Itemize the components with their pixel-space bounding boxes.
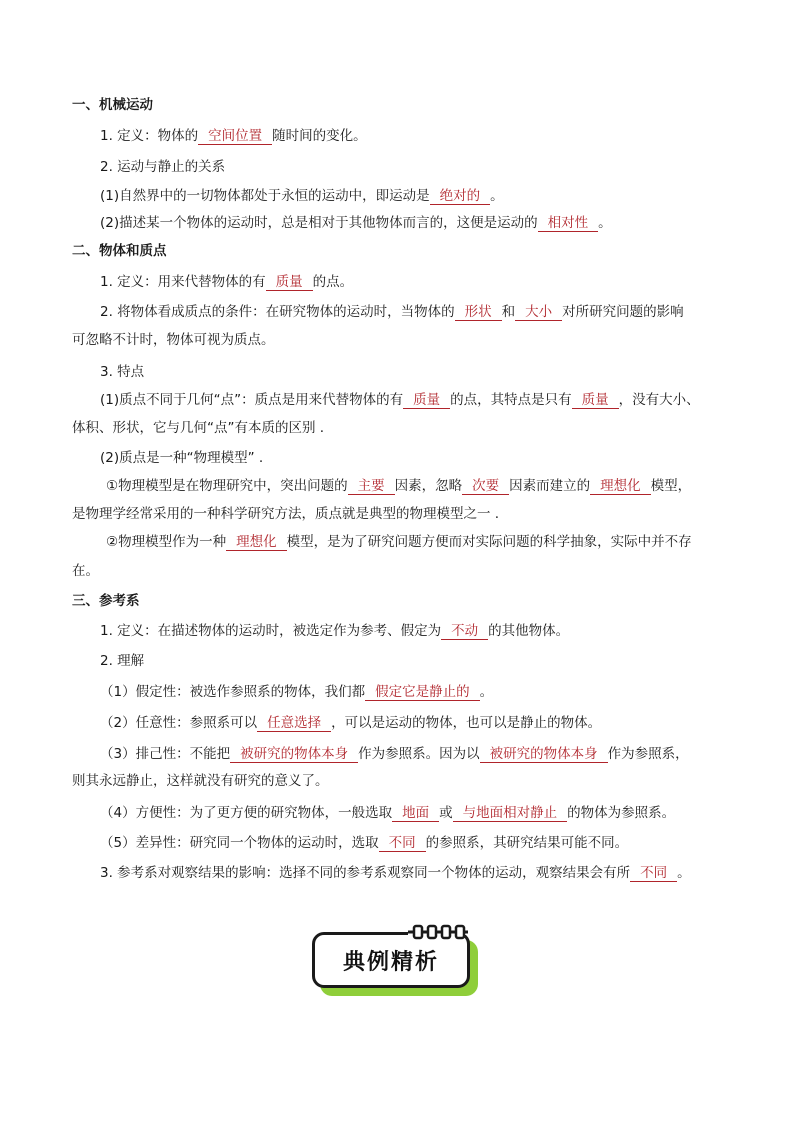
property-convenience: （4）方便性：为了更方便的研究物体，一般选取 地面 或 与地面相对静止 的物体为参照系。 — [100, 805, 676, 821]
property-difference: （5）差异性：研究同一个物体的运动时，选取 不同 的参照系，其研究结果可能不同。 — [100, 835, 629, 851]
answer-blank: 质量 — [572, 392, 619, 409]
answer-blank: 地面 — [392, 805, 439, 822]
answer-blank: 被研究的物体本身 — [480, 746, 608, 763]
definition-motion: 1. 定义：物体的 空间位置 随时间的变化。 — [100, 128, 367, 144]
section-title-mechanical-motion: 一、机械运动 — [72, 97, 153, 113]
example-analysis-badge — [312, 932, 484, 1002]
answer-blank: 质量 — [403, 392, 450, 409]
answer-blank: 理想化 — [226, 534, 287, 551]
answer-blank: 不同 — [379, 835, 426, 852]
property-exclusion: （3）排己性：不能把 被研究的物体本身 作为参照系。因为以 被研究的物体本身 作为参照系， — [100, 746, 689, 762]
feature-1-cont: 体积、形状，它与几何“点”有本质的区别 . — [72, 420, 325, 436]
answer-blank: 形状 — [455, 304, 502, 321]
badge-label: 典例精析 — [342, 949, 439, 975]
answer-blank: 与地面相对静止 — [453, 805, 568, 822]
physical-model-2-cont: 在。 — [72, 563, 99, 579]
answer-blank: 被研究的物体本身 — [230, 746, 358, 763]
particle-condition-cont: 可忽略不计时，物体可视为质点。 — [72, 332, 275, 348]
physical-model-1: ①物理模型是在物理研究中，突出问题的 主要 因素，忽略 次要 因素而建立的 理想化 模型， — [106, 478, 692, 494]
definition-particle: 1. 定义：用来代替物体的有 质量 的点。 — [100, 274, 354, 290]
physical-model-2: ②物理模型作为一种 理想化 模型，是为了研究问题方便而对实际问题的科学抽象，实际中并不存 — [106, 534, 692, 550]
answer-blank: 主要 — [348, 478, 395, 495]
property-arbitrary: （2）任意性：参照系可以 任意选择 ，可以是运动的物体，也可以是静止的物体。 — [100, 715, 602, 731]
definition-reference-frame: 1. 定义：在描述物体的运动时，被选定作为参考、假定为 不动 的其他物体。 — [100, 623, 570, 639]
answer-blank: 绝对的 — [430, 188, 491, 205]
property-exclusion-cont: 则其永远静止，这样就没有研究的意义了。 — [72, 773, 329, 789]
answer-blank: 理想化 — [590, 478, 651, 495]
answer-blank: 不动 — [441, 623, 488, 640]
particle-condition: 2. 将物体看成质点的条件：在研究物体的运动时，当物体的 形状 和 大小 对所研究问题的影响 — [100, 304, 684, 320]
subheading-features: 3. 特点 — [100, 364, 145, 380]
answer-blank: 次要 — [462, 478, 509, 495]
answer-blank: 空间位置 — [198, 128, 272, 145]
subheading-motion-rest: 2. 运动与静止的关系 — [100, 159, 226, 175]
answer-blank: 质量 — [266, 274, 313, 291]
section-title-particle: 二、物体和质点 — [72, 243, 167, 259]
answer-blank: 假定它是静止的 — [365, 684, 480, 701]
answer-blank: 大小 — [515, 304, 562, 321]
point-absolute-motion: (1)自然界中的一切物体都处于永恒的运动中，即运动是 绝对的 。 — [100, 188, 504, 204]
badge-frame — [312, 932, 470, 988]
subheading-understanding: 2. 理解 — [100, 653, 145, 669]
reference-frame-effect: 3. 参考系对观察结果的影响：选择不同的参考系观察同一个物体的运动，观察结果会有所 不同 。 — [100, 865, 691, 881]
binder-rings-icon — [408, 924, 468, 940]
section-title-reference-frame: 三、参考系 — [72, 593, 140, 609]
answer-blank: 任意选择 — [257, 715, 331, 732]
physical-model-1-cont: 是物理学经常采用的一种科学研究方法，质点就是典型的物理模型之一 . — [72, 506, 500, 522]
answer-blank: 不同 — [630, 865, 677, 882]
answer-blank: 相对性 — [538, 215, 599, 232]
feature-2: (2)质点是一种“物理模型” . — [100, 450, 264, 466]
point-relative-motion: (2)描述某一个物体的运动时，总是相对于其他物体而言的，这便是运动的 相对性 。 — [100, 215, 612, 231]
feature-1: (1)质点不同于几何“点”：质点是用来代替物体的有 质量 的点，其特点是只有 质量 ，没有大小、 — [100, 392, 700, 408]
property-hypothetical: （1）假定性：被选作参照系的物体，我们都 假定它是静止的 。 — [100, 684, 494, 700]
